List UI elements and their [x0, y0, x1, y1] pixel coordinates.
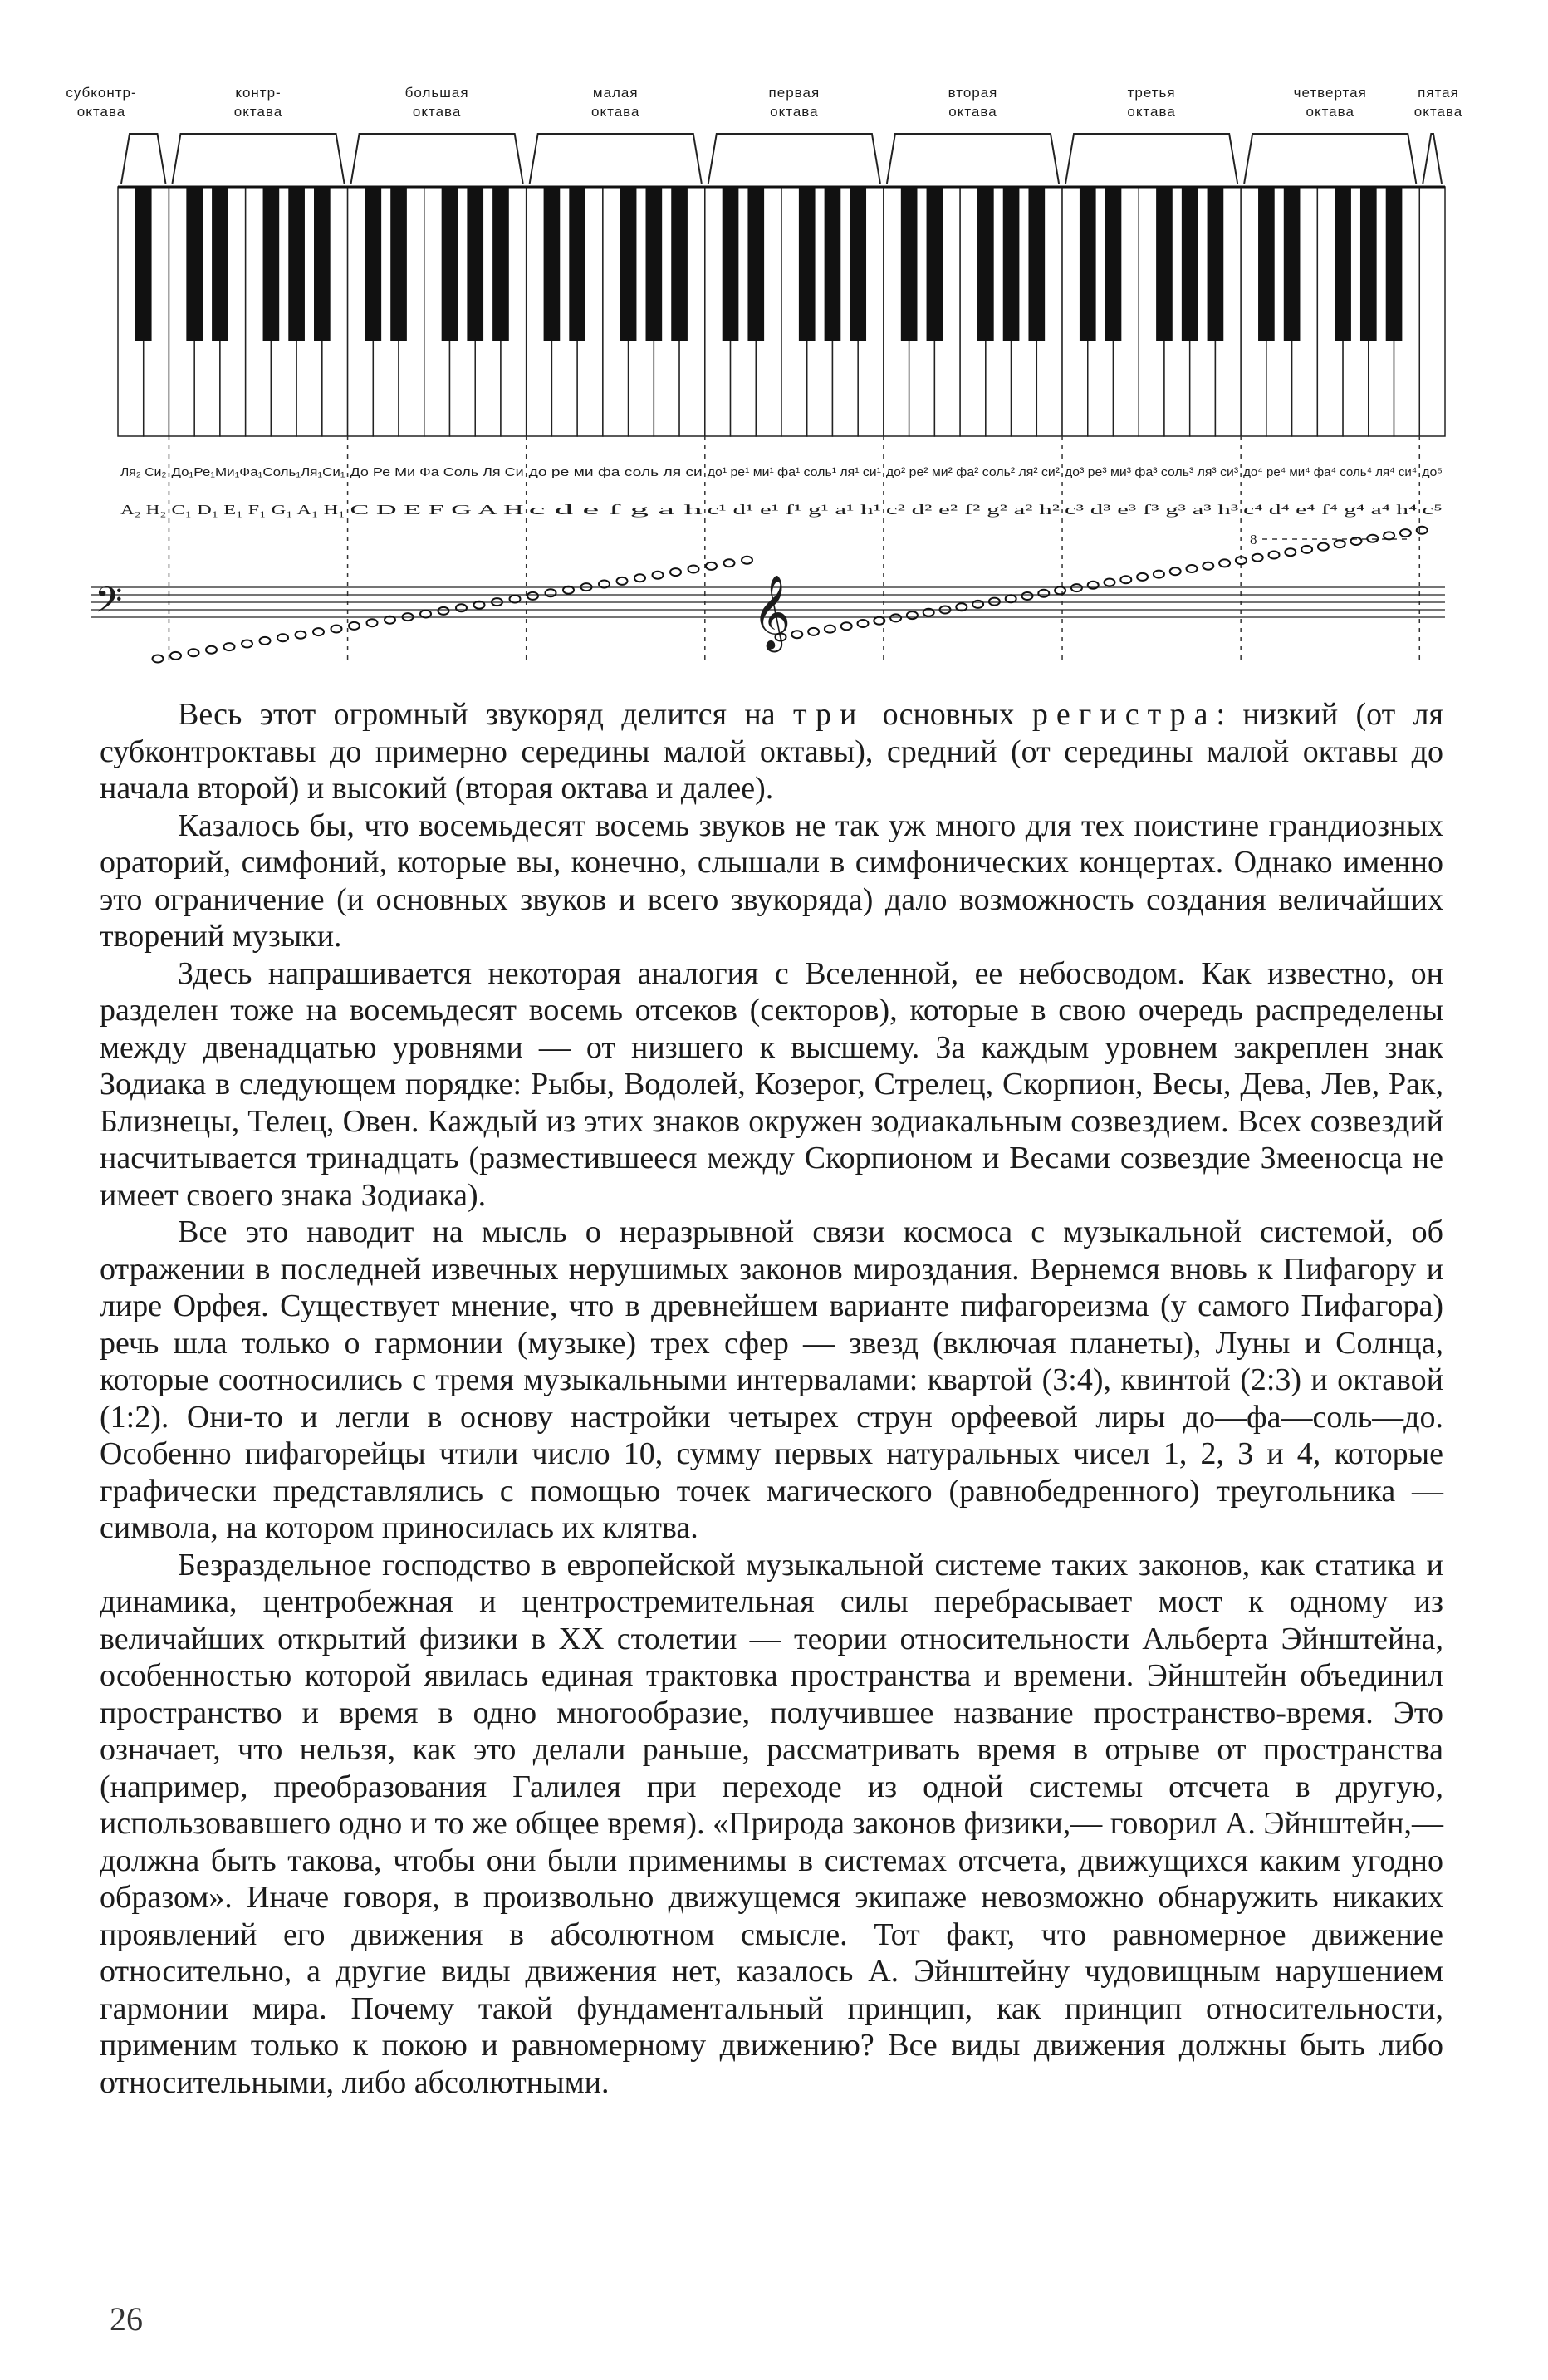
note-names-latin: C₁ D₁ E₁ F₁ G₁ A₁ H₁ [171, 502, 345, 518]
note-head [1417, 527, 1428, 534]
treble-clef-icon: 𝄞 [752, 575, 791, 650]
note-head [1219, 559, 1230, 567]
note-names-russian: До₁Ре₁Ми₁Фа₁Соль₁Ля₁Си₁ [171, 465, 345, 479]
octave-label: малая [592, 85, 639, 101]
black-key [1284, 187, 1301, 341]
note-names-russian: до³ ре³ ми³ фа³ соль³ ля³ си³ [1065, 465, 1239, 479]
black-key [1080, 187, 1096, 341]
octave-label: октава [1127, 104, 1176, 120]
note-head [634, 574, 645, 582]
octave-bracket [121, 134, 165, 184]
octave-label: октава [770, 104, 819, 120]
black-key [977, 187, 994, 341]
black-key [263, 187, 280, 341]
octave-label: пятая [1418, 85, 1459, 101]
note-names-latin: c⁴ d⁴ e⁴ f⁴ g⁴ a⁴ h⁴ [1243, 502, 1418, 518]
bass-clef-icon: 𝄢 [95, 580, 123, 630]
black-key [825, 187, 841, 341]
note-head [1318, 543, 1329, 551]
note-head [1055, 586, 1065, 594]
black-key [1105, 187, 1122, 341]
note-head [420, 611, 431, 618]
note-head [260, 637, 271, 645]
octave-label: октава [412, 104, 462, 120]
note-head [808, 628, 819, 635]
paragraph-5: Безраздельное господство в европейской музыкальной системе таких законов, как статика и динамика, центробежная и центростремительная силы перебрасывает мост к одному из величайших открытий физики в XX столетии — теории относительности Альберта Эйнштейна, особенностью которой явилась единая трактовка пространства и времени. Эйнштейн объединил пространство и время в одно многообразие, получившее название пространство-время. Это означает, что нельзя, как это делали раньше, рассматривать время в отрыве от пространства (например, преобразования Галилея при переходе из одной системы отсчета в другую, использовавшего одно и то же общее время). «Природа законов физики,— говорил А. Эйнштейн,— должна быть такова, чтобы они были применимы в системах отсчета, движущихся каким угодно образом». Иначе говоря, в произвольно движущемся экипаже невозможно обнаружить никаких проявлений его движения в абсолютном смысле. Тот факт, что равномерное движение относительно, а другие виды движения нет, казалось А. Эйнштейну чудовищным нарушением гармонии мира. Почему такой фундаментальный принцип, как принцип относительности, применим только к покою и равномерному движению? Все виды движения должны быть либо относительными, либо абсолютными. [100, 1547, 1443, 2100]
black-key [1156, 187, 1173, 341]
note-head [546, 589, 556, 596]
note-head [331, 626, 342, 633]
note-names-latin: C D E F G A H [350, 502, 524, 518]
black-key [1335, 187, 1351, 341]
ottava-mark: 8 [1250, 532, 1257, 547]
paragraph-3: Здесь напрашивается некоторая аналогия с Вселенной, ее небосводом. Как известно, он разделен тоже на восемьдесят восемь отсеков (секторов), которые в свою очередь распределены между двенадцатью уровнями — от низшего к высшему. За каждым уровнем закреплен знак Зодиака в следующем порядке: Рыбы, Водолей, Козерог, Стрелец, Скорпион, Весы, Дева, Лев, Рак, Близнецы, Телец, Овен. Каждый из этих знаков окружен зодиакальным созвездием. Всех созвездий насчитывается тринадцать (разместившееся между Скорпионом и Весами созвездие Змееносца не имеет своего знака Зодиака). [100, 955, 1443, 1213]
paragraph-2: Казалось бы, что восемьдесят восемь звуков не так уж много для тех поистине грандиозных ораторий, симфоний, которые вы, конечно, слышали в симфонических концертах. Однако именно это ограничение (и основных звуков и всего звукоряда) дало возможность создания величайших творений музыки. [100, 807, 1443, 954]
note-head [653, 572, 664, 579]
note-head [1154, 571, 1164, 578]
note-head [189, 649, 199, 656]
octave-label: октава [591, 104, 640, 120]
note-head [510, 596, 521, 603]
black-key [288, 187, 305, 341]
octave-bracket [530, 134, 702, 184]
note-head [296, 631, 306, 639]
note-head [1022, 592, 1033, 600]
note-head [825, 626, 835, 633]
note-head [670, 568, 681, 576]
note-head [438, 607, 449, 615]
black-key [442, 187, 458, 341]
note-head [224, 643, 235, 650]
black-key [646, 187, 663, 341]
octave-label: октава [76, 104, 126, 120]
note-names-russian: до⁴ ре⁴ ми⁴ фа⁴ соль⁴ ля⁴ си⁴ [1243, 465, 1418, 479]
note-head [1006, 595, 1016, 602]
note-head [1285, 548, 1296, 556]
note-head [1384, 532, 1394, 539]
note-head [1252, 554, 1263, 562]
note-head [206, 646, 217, 654]
note-head [1335, 540, 1345, 547]
octave-label: третья [1127, 85, 1176, 101]
black-key [799, 187, 816, 341]
note-head [1301, 546, 1312, 553]
note-head [153, 655, 164, 663]
black-key [901, 187, 918, 341]
black-key [850, 187, 866, 341]
note-head [688, 566, 699, 573]
note-head [599, 581, 610, 588]
octave-label: октава [233, 104, 283, 120]
octave-bracket [1065, 134, 1237, 184]
note-head [1203, 562, 1213, 570]
octave-bracket [172, 134, 344, 184]
note-names-latin: c³ d³ e³ f³ g³ a³ h³ [1065, 502, 1239, 518]
note-head [242, 640, 252, 648]
octave-label: октава [1306, 104, 1354, 120]
note-head [1120, 576, 1131, 583]
black-key [1360, 187, 1377, 341]
note-head [1137, 573, 1148, 581]
note-head [1038, 590, 1049, 597]
note-names-latin: c d e f g a h [528, 502, 704, 518]
note-names-latin: c⁵ [1422, 502, 1443, 518]
octave-label: четвертая [1293, 85, 1367, 101]
note-head [617, 577, 628, 585]
octave-bracket [708, 134, 880, 184]
note-head [367, 619, 378, 626]
note-head [170, 652, 181, 660]
black-key [927, 187, 943, 341]
black-key [1003, 187, 1020, 341]
octave-label: большая [404, 85, 469, 101]
note-head [841, 622, 852, 630]
octave-label: первая [768, 85, 821, 101]
white-key [1419, 187, 1445, 436]
spaced-word: три [792, 697, 865, 732]
note-head [1400, 529, 1411, 537]
note-head [791, 631, 802, 638]
black-key [467, 187, 483, 341]
black-key [212, 187, 228, 341]
black-key [135, 187, 152, 341]
octave-label: субконтр- [66, 85, 137, 101]
note-head [1367, 535, 1378, 542]
body-text [100, 696, 1443, 2101]
note-head [1187, 565, 1198, 572]
black-key [1386, 187, 1403, 341]
note-names-latin: A₂ H₂ [120, 502, 167, 518]
note-head [313, 628, 324, 635]
note-head [1105, 579, 1115, 586]
note-head [989, 598, 1000, 606]
octave-label: октава [1413, 104, 1463, 120]
octave-label: вторая [948, 85, 998, 101]
octave-bracket [887, 134, 1059, 184]
black-key [747, 187, 764, 341]
note-head [456, 604, 467, 611]
note-names-russian: До Ре Ми Фа Соль Ля Си [350, 465, 524, 479]
note-head [742, 557, 752, 564]
black-key [723, 187, 739, 341]
note-names-latin: c² d² e² f² g² a² h² [885, 502, 1061, 518]
note-names-russian: до² ре² ми² фа² соль² ля² си² [885, 465, 1061, 479]
piano-keyboard-figure [66, 79, 1463, 677]
octave-bracket [1423, 134, 1442, 184]
note-names-russian: до ре ми фа соль ля си [528, 465, 703, 479]
note-names-russian: до⁵ [1422, 465, 1443, 479]
spaced-word: регистра [1031, 697, 1217, 732]
black-key [1258, 187, 1275, 341]
note-head [1170, 567, 1181, 575]
note-head [858, 620, 869, 627]
note-head [349, 622, 360, 630]
paragraph-4: Все это наводит на мысль о неразрывной связи космоса с музыкальной системой, об отражении в последней извечных нерушимых законов мироздания. Вернемся вновь к Пифагору и лире Орфея. Существует мнение, что в древнейшем варианте пифагореизма (у самого Пифагора) речь шла только о гармонии (музыке) трех сфер — звезд (включая планеты), Луны и Солнца, которые соотносились с тремя музыкальными интервалами: квартой (3:4), квинтой (2:3) и октавой (1:2). Они-то и легли в основу настройки четырех струн орфеевой лиры до—фа—соль—до. Особенно пифагорейцы чтили число 10, сумму первых натуральных чисел 1, 2, 3 и 4, которые графически представлялись с помощью точек магического (равнобедренного) треугольника — символа, на котором приносилась их клятва. [100, 1215, 1443, 1545]
black-key [569, 187, 585, 341]
black-key [671, 187, 688, 341]
black-key [186, 187, 203, 341]
octave-bracket [1244, 134, 1416, 184]
black-key [365, 187, 381, 341]
note-head [706, 562, 717, 570]
note-head [724, 559, 735, 567]
note-head [527, 592, 538, 600]
black-key [544, 187, 561, 341]
note-names-latin: c¹ d¹ e¹ f¹ g¹ a¹ h¹ [707, 502, 881, 518]
note-head [972, 601, 983, 608]
page-number: 26 [110, 2300, 143, 2338]
keyboard-diagram [66, 79, 1463, 677]
black-key [1208, 187, 1224, 341]
black-key [314, 187, 331, 341]
black-key [620, 187, 637, 341]
octave-label: контр- [235, 85, 282, 101]
note-head [277, 634, 288, 641]
note-names-russian: Ля₂ Си₂ [120, 465, 167, 479]
note-head [890, 614, 901, 621]
note-names-russian: до¹ ре¹ ми¹ фа¹ соль¹ ля¹ си¹ [707, 465, 881, 479]
black-key [1028, 187, 1045, 341]
octave-label: октава [948, 104, 997, 120]
black-key [492, 187, 509, 341]
paragraph-1: Весь этот огромный звукоряд делится на три основных регистра: низкий (от ля субконтроктавы до примерно середины малой октавы), средний (от середины малой октавы до начала второй) и высокий (вторая октава и далее). [100, 697, 1444, 806]
black-key [1182, 187, 1198, 341]
note-head [907, 611, 918, 619]
note-head [1269, 552, 1280, 559]
octave-bracket [351, 134, 523, 184]
black-key [390, 187, 407, 341]
